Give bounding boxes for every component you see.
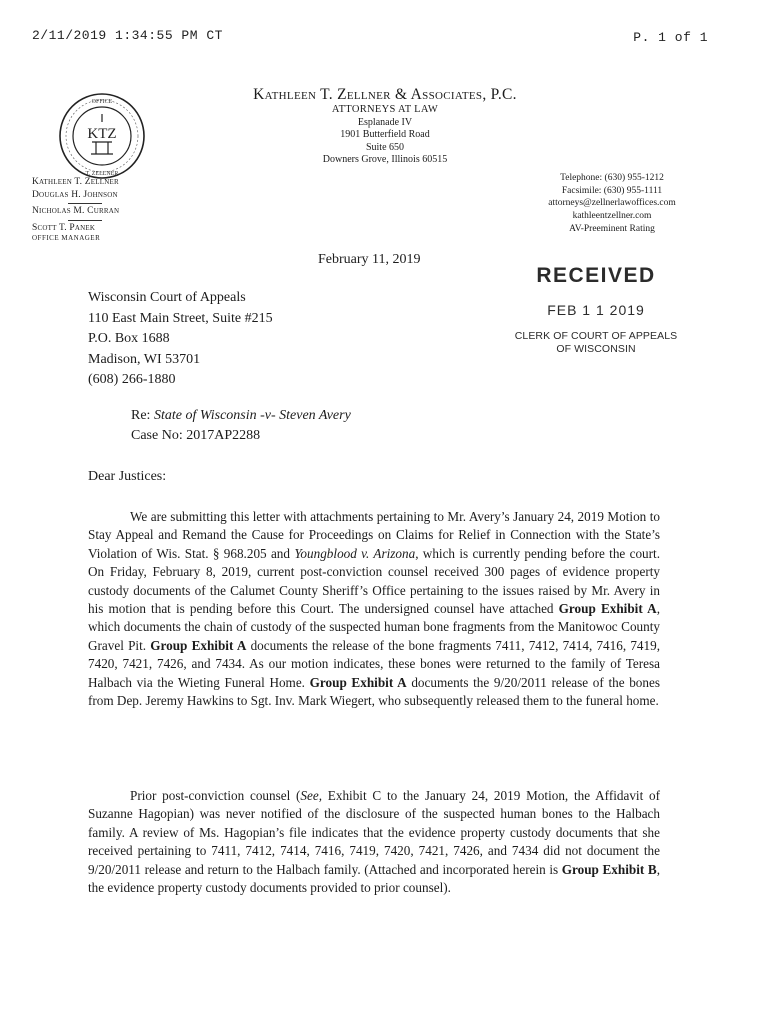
svg-text:T. ZELLNER: T. ZELLNER <box>85 171 119 177</box>
firm-name: Kathleen T. Zellner & Associates, P.C. <box>253 86 517 103</box>
re-line <box>131 406 351 426</box>
citation-signal: See, <box>300 788 323 803</box>
svg-text:OFFICE: OFFICE <box>91 99 113 105</box>
address-line: Suite 650 <box>365 141 405 153</box>
firm-address-block <box>280 104 490 167</box>
recipient-line: 110 East Main Street, Suite #215 <box>88 310 273 326</box>
stamp-clerk-line: OF WISCONSIN <box>556 343 636 355</box>
staff-name: Scott T. Panek <box>32 222 96 233</box>
firm-seal-logo <box>58 92 146 180</box>
text-run: , the evidence property custody documents provided to prior counsel). <box>88 861 660 896</box>
text-run: , which is currently pending before the court. On Friday, February 8, 2019, current post-conviction counsel received 300 pages of evidence property custody documents of the Calumet County Sheriff’s Office pertaining to the issues raised by Mr. Avery in his motion that is pending before this Court. The undersigned counsel have attached <box>88 545 660 617</box>
contact-fax: Facsimile: (630) 955-1111 <box>561 185 663 196</box>
contact-phone: Telephone: (630) 955-1212 <box>560 173 664 183</box>
letter-date: February 11, 2019 <box>318 252 421 267</box>
svg-text:KTZ: KTZ <box>87 126 117 142</box>
stamp-title: RECEIVED <box>536 264 656 287</box>
recipient-line: Madison, WI 53701 <box>88 351 201 367</box>
contact-email: attorneys@zellnerlawoffices.com <box>548 198 676 209</box>
text-run: Prior post-conviction counsel ( <box>130 788 301 803</box>
stamp-date: FEB 1 1 2019 <box>547 302 645 318</box>
body-paragraph-1 <box>88 508 660 710</box>
recipient-line: Wisconsin Court of Appeals <box>88 290 246 305</box>
text-run: documents the release of the bone fragments 7411, 7412, 7414, 7416, 7419, 7420, 7421, 7426, and 7434. As our motion indicates, these bones were returned to the family of Teresa Halbach via the Wieting Funeral Home. <box>88 637 660 690</box>
contact-website: kathleentzellner.com <box>572 211 652 222</box>
staff-divider <box>68 203 102 204</box>
recipient-line: P.O. Box 1688 <box>88 331 170 347</box>
body-paragraph-2 <box>88 787 660 897</box>
staff-name: Nicholas M. Curran <box>32 206 120 216</box>
contact-rating: AV-Preeminent Rating <box>569 223 655 234</box>
fax-page-count: P. 1 of 1 <box>633 30 708 45</box>
exhibit-reference: Group Exhibit A <box>558 601 657 617</box>
recipient-line: (608) 266-1880 <box>88 372 176 388</box>
address-line: Downers Grove, Illinois 60515 <box>322 154 448 166</box>
exhibit-reference: Group Exhibit B <box>561 861 657 877</box>
staff-name: Douglas H. Johnson <box>32 189 118 200</box>
staff-name: Kathleen T. Zellner <box>32 177 119 187</box>
text-run: documents the 9/20/2011 release of the bones from Dep. Jeremy Hawkins to Sgt. Inv. Mark Wiegert, who subsequently released them to the funeral home. <box>88 674 660 709</box>
recipient-address <box>88 288 273 391</box>
re-block <box>131 406 351 446</box>
salutation: Dear Justices: <box>88 469 167 484</box>
staff-list <box>32 176 192 242</box>
firm-subtitle: ATTORNEYS AT LAW <box>331 104 439 115</box>
exhibit-reference: Group Exhibit A <box>309 674 407 690</box>
re-prefix: Re: <box>131 408 154 423</box>
text-run: , which documents the chain of custody of the suspected human bone fragments from the Manitowoc County Gravel Pit. <box>88 601 660 653</box>
case-citation: Youngblood v. Arizona <box>294 545 416 561</box>
exhibit-reference: Group Exhibit A <box>150 637 247 653</box>
stamp-clerk-line: CLERK OF COURT OF APPEALS <box>514 330 678 342</box>
fax-timestamp: 2/11/2019 1:34:55 PM CT <box>32 28 223 43</box>
case-title: State of Wisconsin -v- Steven Avery <box>153 408 351 423</box>
staff-role: OFFICE MANAGER <box>32 234 101 242</box>
contact-block <box>512 172 712 236</box>
received-stamp <box>506 264 686 356</box>
text-run: Exhibit C to the January 24, 2019 Motion, the Affidavit of Suzanne Hagopian) was never notified of the disclosure of the suspected human bones to the Halbach family. A review of Ms. Hagopian’s file indicates that the evidence property custody documents that she received pertaining to 7411, 7412, 7414, 7416, 7419, 7420, 7421, 7426, and 7434 did not document the 9/20/2011 release and return to the Halbach family. (Attached and incorporated herein is <box>88 788 661 877</box>
address-line: Esplanade IV <box>357 116 413 128</box>
address-line: 1901 Butterfield Road <box>340 129 430 141</box>
case-number: Case No: 2017AP2288 <box>131 428 261 443</box>
text-run: We are submitting this letter with attachments pertaining to Mr. Avery’s January 24, 2019 Motion to Stay Appeal and Remand the Cause for Proceedings on Claims for Relief in Connection with the State’s Violation of Wis. Stat. § 968.205 and <box>88 509 660 561</box>
staff-divider <box>68 220 102 221</box>
